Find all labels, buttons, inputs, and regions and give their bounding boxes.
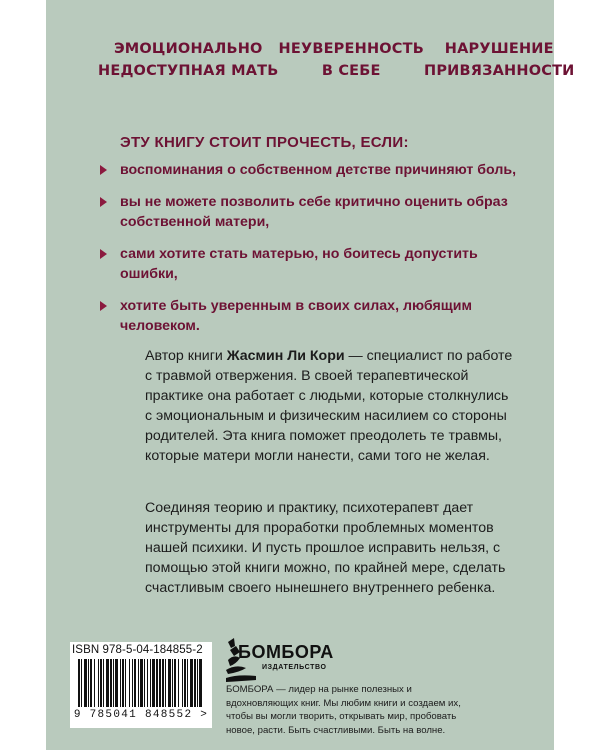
barcode-bar: [140, 659, 143, 707]
isbn-label: ISBN 978-5-04-184855-2: [72, 644, 203, 656]
barcode-bar: [113, 659, 114, 707]
barcode-bar: [159, 659, 161, 707]
barcode-bar: [94, 659, 95, 707]
barcode-bar: [84, 659, 87, 707]
barcode-bar: [110, 659, 112, 707]
triangle-bullet-icon: [100, 197, 107, 207]
triangle-bullet-icon: [100, 249, 107, 259]
barcode-bar: [165, 659, 166, 707]
barcode-bar: [178, 659, 179, 707]
barcode-bar: [197, 659, 198, 707]
barcode-bar: [147, 659, 148, 707]
barcode-bar: [156, 659, 158, 707]
reasons-list: [120, 160, 520, 348]
barcode: [70, 642, 212, 728]
publisher-logo-name: БОМБОРА: [238, 642, 334, 662]
barcode-bar: [194, 659, 196, 707]
barcode-bar: [115, 659, 118, 707]
topic-1: ЭМОЦИОНАЛЬНО НЕДОСТУПНАЯ МАТЬ: [98, 41, 279, 79]
list-item: хотите быть уверенным в своих силах, любящим человеком.: [120, 296, 520, 336]
barcode-bar: [190, 659, 193, 707]
topic-labels: [46, 38, 575, 82]
author-paragraph: Автор книги Жасмин Ли Кори — специалист по работе с травмой отвержения. В своей терапевтической практике она работает с людьми, которые столкнулись с эмоциональным и физическим насилием со стороны родителей. Эта книга поможет преодолеть те травмы, которые матери могли нанести, сами того не желая.: [145, 348, 513, 464]
barcode-bar: [184, 659, 186, 707]
publisher-description: БОМБОРА — лидер на рынке полезных и вдохновляющих книг. Мы любим книги и создаем их, чтобы вы могли творить, открывать мир, пробовать новое, расти. Быть счастливыми. Быть на волне.: [226, 684, 461, 736]
barcode-bar: [162, 659, 164, 707]
publisher-logo-subtitle: ИЗДАТЕЛЬСТВО: [262, 664, 327, 671]
barcode-bars: [76, 659, 206, 709]
list-item: вы не можете позволить себе критично оценить образ собственной матери,: [120, 192, 520, 232]
barcode-bar: [138, 659, 139, 707]
description-paragraph: Соединяя теорию и практику, психотерапевт дает инструменты для проработки проблемных моментов нашей психики. И пусть прошлое исправить нельзя, с помощью этой книги можно, по крайней мере, сделать счастливым своего нынешнего внутреннего ребенка.: [145, 500, 506, 596]
barcode-bar: [100, 659, 102, 707]
barcode-bar: [134, 659, 136, 707]
topic-2: НЕУВЕРЕННОСТЬ В СЕБЕ: [278, 41, 424, 79]
barcode-bar: [125, 659, 126, 707]
barcode-number: 9 785041 848552 >: [73, 709, 209, 721]
author-name: Жасмин Ли Кори: [226, 348, 345, 364]
list-item: сами хотите стать матерью, но боитесь допустить ошибки,: [120, 244, 520, 284]
list-heading: ЭТУ КНИГУ СТОИТ ПРОЧЕСТЬ, ЕСЛИ:: [120, 134, 409, 151]
barcode-bar: [182, 659, 183, 707]
barcode-bar: [78, 659, 80, 707]
barcode-bar: [90, 659, 92, 707]
barcode-bar: [150, 659, 151, 707]
barcode-bar: [120, 659, 121, 707]
barcode-bar: [98, 659, 99, 707]
triangle-bullet-icon: [100, 301, 107, 311]
barcode-bar: [152, 659, 155, 707]
barcode-bar: [199, 659, 202, 707]
barcode-bar: [168, 659, 171, 707]
barcode-bar: [88, 659, 89, 707]
barcode-bar: [129, 659, 130, 707]
barcode-bar: [187, 659, 188, 707]
barcode-bar: [81, 659, 82, 707]
barcode-bar: [122, 659, 124, 707]
barcode-bar: [144, 659, 145, 707]
barcode-bar: [106, 659, 109, 707]
barcode-bar: [103, 659, 104, 707]
barcode-bar: [174, 659, 176, 707]
barcode-bar: [132, 659, 133, 707]
topic-3: НАРУШЕНИЕ ПРИВЯЗАННОСТИ: [424, 41, 575, 79]
triangle-bullet-icon: [100, 165, 107, 175]
list-item: воспоминания о собственном детстве причиняют боль,: [120, 160, 520, 180]
barcode-bar: [172, 659, 173, 707]
